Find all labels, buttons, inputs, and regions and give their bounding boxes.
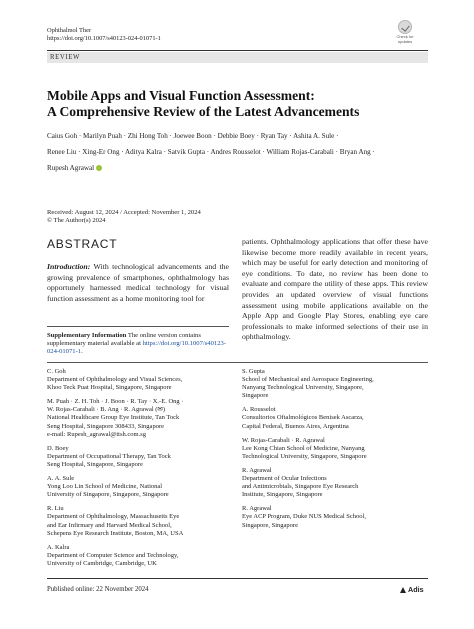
affiliation-line: Technological University, Singapore, Singapore (242, 452, 367, 460)
affiliation-line: Capital Federal, Buenos Aires, Argentina (242, 422, 349, 430)
affiliation-line: School of Mechanical and Aerospace Engineering, (242, 376, 374, 384)
affiliation-line: National Healthcare Group Eye Institute, Tan Tock (47, 414, 180, 422)
badge-label: Check for updates (396, 34, 414, 44)
article-doi[interactable]: https://doi.org/10.1007/s40123-024-01071-1 (47, 35, 161, 42)
header-rule (47, 50, 428, 51)
affiliation-name: D. Boey (47, 444, 69, 452)
affiliation-line: Seng Hospital, Singapore 308433, Singapore (47, 422, 164, 430)
affiliation-name: A. A. Sule (47, 475, 75, 483)
supplementary-rule (47, 326, 229, 327)
title-line-2: A Comprehensive Review of the Latest Advancements (47, 104, 360, 119)
publisher-name: Adis (408, 585, 424, 594)
journal-name: Ophthalmol Ther (47, 27, 92, 34)
abstract-right-column: patients. Ophthalmology applications that offer these have likewise become more readily available in recent years, which may be useful for early detection and monitoring of eye conditions. To date, no review has been done to evaluate and compare the utility of these apps. This review provides an updated overview of visual functions assessment using mobile applications available on the Apple App and Google Play Stores, enabling eye care professionals to make informed selections of their use in ophthalmology. (242, 237, 428, 342)
affiliation-line: and Ear Infirmary and Harvard Medical School, (47, 521, 172, 529)
affiliation-line: Department of Occupational Therapy, Tan Tock (47, 452, 171, 460)
affiliation-name: R. Agrawal (242, 466, 272, 474)
supplementary-label: Supplementary Information (47, 332, 127, 339)
affiliation-line: Seng Hospital, Singapore, Singapore (47, 460, 143, 468)
affiliation (242, 437, 428, 461)
affiliation-name: A. Kalra (47, 543, 70, 551)
affiliation-line: Department of Computer Science and Technology, (47, 551, 179, 559)
affiliation (47, 544, 237, 568)
affiliation (242, 368, 428, 400)
authors-line-1: Caius Goh · Marilyn Puah · Zhi Hong Toh · Joewee Boon · Debbie Boey · Ryan Tay · Ashita A. Sule · (47, 132, 339, 140)
affiliation-name: M. Puah · Z. H. Toh · J. Boon · R. Tay · X.-E. Ong · (47, 398, 184, 406)
supplementary-information (47, 332, 229, 357)
abstract-heading: ABSTRACT (47, 237, 118, 251)
affiliation-name: C. Goh (47, 368, 66, 375)
affiliation-name: A. Rousselot (242, 406, 276, 414)
affiliation (47, 475, 237, 499)
affiliation-name: W. Rojas-Carabali · R. Agrawal (242, 436, 325, 444)
title-line-1: Mobile Apps and Visual Function Assessment: (47, 88, 315, 103)
article-title (47, 88, 437, 120)
orcid-icon[interactable] (96, 165, 102, 171)
section-label: REVIEW (50, 53, 81, 61)
affiliation-line: Nanyang Technological University, Singapore, (242, 384, 364, 392)
authors-line-2: Renee Liu · Xing-Er Ong · Aditya Kalra · Satvik Gupta · Andres Rousselot · William Rojas-Carabali · Bryan Ang · (47, 148, 375, 156)
affiliations-rule (47, 362, 428, 363)
affiliation (242, 467, 428, 499)
affiliation-name: S. Gupta (242, 368, 265, 375)
affiliations-right (242, 368, 428, 530)
affiliation-line: and Antimicrobials, Singapore Eye Research (242, 483, 359, 491)
article-dates (47, 209, 201, 226)
affiliation-line: Department of Ophthalmology and Visual Sciences, (47, 376, 183, 384)
affiliations-left (47, 368, 237, 568)
copyright: © The Author(s) 2024 (47, 217, 106, 225)
affiliation-line: University of Singapore, Singapore, Singapore (47, 491, 169, 499)
received-accepted: Received: August 12, 2024 / Accepted: November 1, 2024 (47, 209, 201, 216)
adis-logo-icon (400, 587, 406, 593)
affiliation-line: W. Rojas-Carabali · B. Ang · R. Agrawal (✉) (47, 406, 166, 414)
section-bar (47, 52, 428, 63)
introduction-text: With technological advancements and the growing prevalence of smartphones, ophthalmology has opportunely harnessed medical technology for visual function assessment as a home monitoring tool for (47, 262, 229, 303)
affiliation-line: Yong Loo Lin School of Medicine, National (47, 483, 163, 491)
affiliation-line: Khoo Teck Puat Hospital, Singapore, Singapore (47, 384, 172, 392)
supplementary-text: The online version contains supplementary material available at (47, 332, 201, 348)
author-list (47, 128, 432, 176)
affiliation-line: Consultorios Oftalmológicos Benisek Ascarza, (242, 414, 364, 422)
authors-line-3: Rupesh Agrawal (47, 164, 95, 172)
affiliation-line: Department of Ophthalmology, Massachusetts Eye (47, 513, 180, 521)
affiliation (47, 445, 237, 469)
affiliation-line: Schepens Eye Research Institute, Boston, MA, USA (47, 529, 184, 537)
affiliation (47, 368, 237, 392)
affiliation-line: Department of Ocular Infections (242, 475, 327, 483)
affiliation (242, 505, 428, 529)
affiliation-line: Singapore, Singapore (242, 521, 298, 529)
affiliation (47, 398, 237, 438)
affiliation (242, 406, 428, 430)
refresh-icon (398, 20, 412, 34)
affiliation-line: Eye ACP Program, Duke NUS Medical School, (242, 513, 366, 521)
supplementary-link[interactable]: https://doi.org/10.1007/s40123-024-01071-1 (47, 340, 226, 356)
abstract-left-column (47, 262, 229, 304)
published-online: Published online: 22 November 2024 (47, 586, 149, 593)
supplementary-end: . (81, 348, 83, 356)
affiliation-name: R. Liu (47, 505, 64, 513)
affiliation-name: R. Agrawal (242, 505, 272, 513)
affiliation-line: Singapore (242, 392, 269, 400)
affiliation-line: Lee Kong Chian School of Medicine, Nanyang (242, 444, 365, 452)
footer-rule (47, 578, 428, 579)
check-for-updates-badge[interactable] (392, 20, 418, 46)
affiliation-line: University of Cambridge, Cambridge, UK (47, 559, 157, 567)
affiliation (47, 505, 237, 537)
email-address[interactable]: e-mail: Rupesh_agrawal@ttsh.com.sg (47, 430, 146, 438)
introduction-label: Introduction: (47, 262, 91, 271)
affiliation-line: Institute, Singapore, Singapore (242, 491, 323, 499)
publisher-logo (400, 585, 424, 594)
